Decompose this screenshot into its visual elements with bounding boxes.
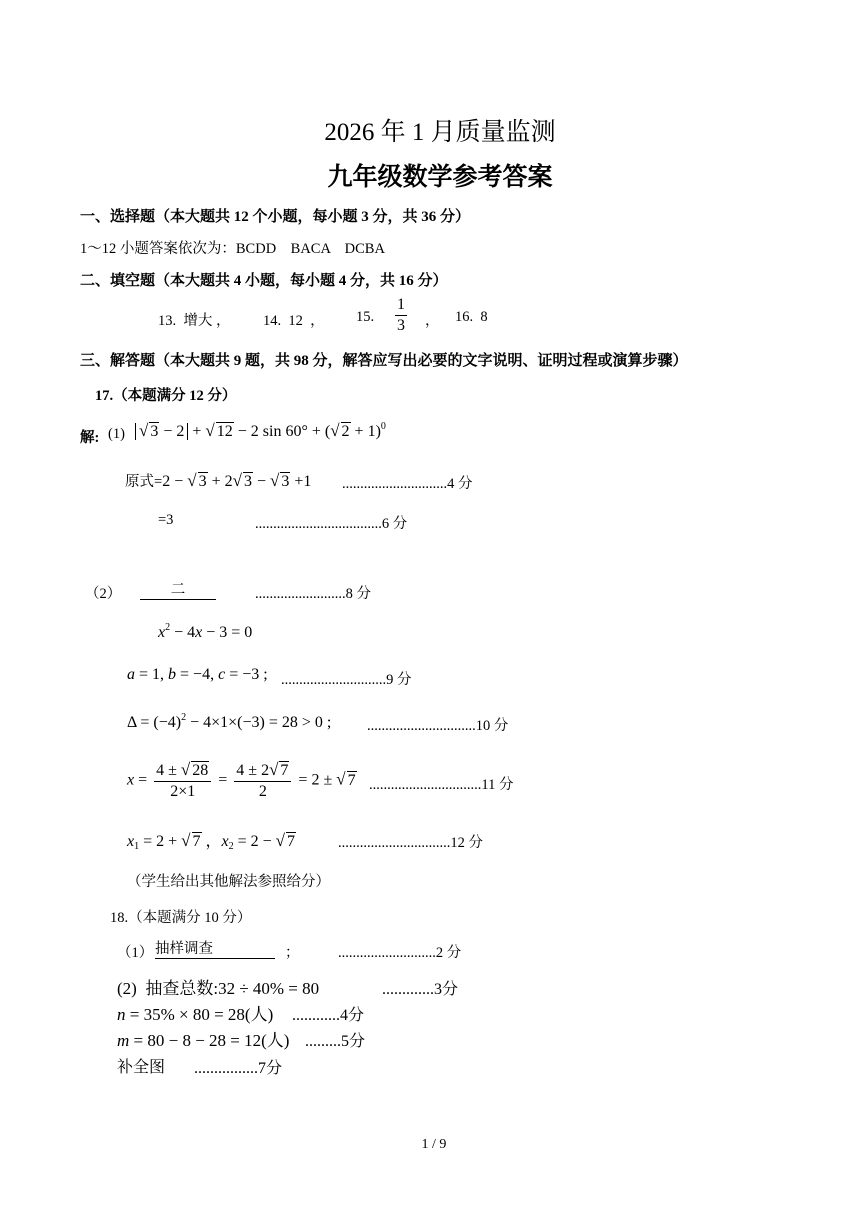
page-subtitle: 九年级数学参考答案: [327, 164, 553, 191]
q18-part2-score: .............3分: [382, 981, 459, 998]
q18-n-expr: = 35% × 80 = 28(人): [129, 1005, 274, 1024]
q17-step2: =3: [158, 512, 174, 528]
page-title: 2026 年 1 月质量监测: [324, 119, 556, 146]
q17-solve-label: 解:: [80, 430, 100, 446]
answer-15-label: 15.: [356, 309, 375, 325]
q17-part2-label: （2）: [85, 586, 122, 602]
step1-prefix: 原式=: [125, 474, 163, 490]
section-2-heading: 二、填空题（本大题共 4 小题，每小题 4 分，共 16 分）: [80, 273, 448, 289]
q18-n-line: n = 35% × 80 = 28(人): [117, 1005, 274, 1024]
q18-part1-sep: ；: [285, 945, 300, 961]
answer-15-comma: ，: [425, 313, 440, 329]
q18-n-score: ............4分: [292, 1007, 365, 1024]
fraction-numerator: 1: [395, 295, 407, 316]
q17-expression: √ 3 − 2 + √ 12 − 2 sin 60° + (√ 2 + 1)$^0$: [135, 421, 386, 441]
q17-equation: $x^2 - 4x - 3 = 0$: [158, 622, 253, 641]
answer-14: 14. 12 ，: [263, 313, 325, 329]
q17-part2-answer: 二: [140, 582, 216, 600]
q17-part1-label: (1): [108, 426, 125, 442]
section-3-heading: 三、解答题（本大题共 9 题，共 98 分，解答应写出必要的文字说明、证明过程或演算步骤）: [80, 353, 688, 369]
q18-heading: 18.（本题满分 10 分）: [110, 910, 252, 926]
q18-complete-score: ................7分: [194, 1060, 283, 1077]
q18-part2-text: 抽查总数:: [145, 979, 219, 998]
q18-part2: [117, 974, 319, 999]
q18-m-score: .........5分: [305, 1033, 366, 1050]
q18-part2-expr: 32 ÷ 40% = 80: [218, 979, 320, 998]
page-number: 1 / 9: [421, 1137, 447, 1152]
q17-heading: 17.（本题满分 12 分）: [95, 388, 237, 404]
q18-m-expr: = 80 − 8 − 28 = 12(人): [133, 1031, 290, 1050]
q17-score-11: ...............................11 分: [369, 777, 514, 793]
q18-part1-label: （1）: [117, 945, 154, 961]
q17-roots-formula: x = $\frac{4 \pm √ 28}{2\times 1}$ = $\frac{4 \pm 2√ 7}{2}$ = 2 ± √ 7: [127, 760, 356, 800]
q17-score-10: ..............................10 分: [367, 718, 509, 734]
section-1-answers: 1～12 小题答案依次为：BCDD BACA DCBA: [80, 241, 385, 257]
fraction-denominator: 3: [397, 317, 405, 334]
q17-note: （学生给出其他解法参照给分）: [127, 874, 330, 890]
q18-part2-label: (2): [117, 979, 137, 998]
section-1-heading: 一、选择题（本大题共 12 个小题，每小题 3 分，共 36 分）: [80, 209, 471, 225]
q17-coefficients: a = 1, b = −4, c = −3 ;: [127, 666, 268, 683]
q17-discriminant: $\Delta = (-4)^2 - 4\times 1\times(-3) = 28 > 0$ ;: [127, 712, 332, 731]
q17-roots: $x_1 = 2$ + √ 7 ，$x_2 = 2$ − √ 7: [127, 831, 296, 852]
q18-complete: 补全图: [117, 1059, 166, 1076]
answer-15-fraction: [392, 295, 410, 336]
q17-score-12: ...............................12 分: [338, 835, 483, 851]
answer-13: 13. 增大 ，: [158, 313, 231, 329]
q17-score-9: .............................9 分: [281, 672, 412, 688]
q18-part1-answer: 抽样调查: [155, 941, 275, 959]
q18-m-line: m = 80 − 8 − 28 = 12(人): [117, 1031, 290, 1050]
q17-step1: 原式=2 − √ 3 + 2√ 3 − √ 3 +1: [125, 471, 312, 490]
answer-16: 16. 8: [455, 309, 488, 325]
q17-part2-score: .........................8 分: [255, 586, 371, 602]
q17-step2-score: ...................................6 分: [255, 516, 408, 532]
q18-part1-score: ...........................2 分: [338, 945, 462, 961]
q17-step1-score: .............................4 分: [342, 476, 473, 492]
